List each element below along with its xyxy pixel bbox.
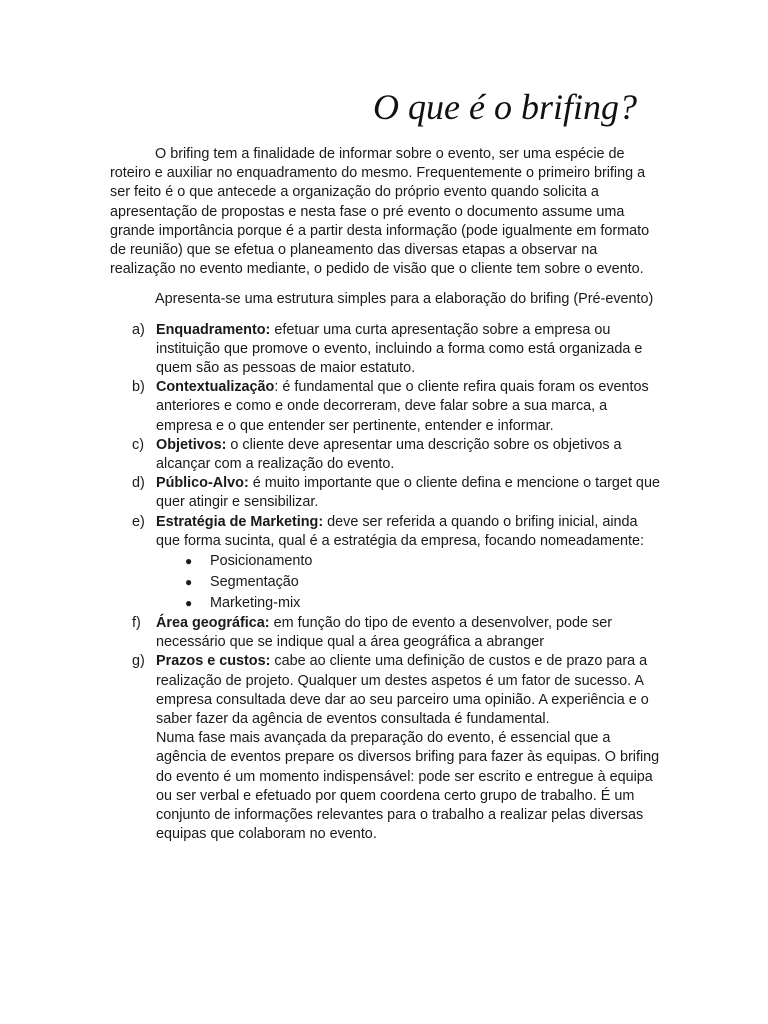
item-text: o cliente deve apresentar uma descrição sobre os objetivos a alcançar com a realização do evento. bbox=[156, 436, 622, 473]
list-item-estrategia-marketing bbox=[110, 513, 660, 614]
list-marker: b) bbox=[132, 379, 145, 396]
bullet-icon: ● bbox=[185, 575, 193, 590]
bullet-item-marketing-mix bbox=[156, 593, 660, 614]
item-term: Objetivos: bbox=[156, 436, 227, 453]
bullet-text: Posicionamento bbox=[210, 553, 313, 570]
bullet-icon: ● bbox=[185, 554, 193, 569]
list-item-enquadramento bbox=[110, 321, 660, 379]
list-marker: a) bbox=[132, 321, 145, 338]
list-marker: d) bbox=[132, 475, 145, 492]
item-text: é muito importante que o cliente defina e mencione o target que quer atingir e sensibilizar. bbox=[156, 475, 660, 511]
list-item-contextualizacao bbox=[110, 378, 660, 436]
item-term: Enquadramento: bbox=[156, 321, 271, 338]
bullet-item-segmentacao bbox=[156, 572, 660, 593]
item-term: Área geográfica: bbox=[156, 615, 270, 632]
list-marker: e) bbox=[132, 513, 145, 530]
list-item-publico-alvo bbox=[110, 474, 660, 512]
item-text: cabe ao cliente uma definição de custos e de prazo para a realização de projeto. Qualquer um destes aspetos é um fator de sucesso. A empresa consultada deve dar ao seu parceiro uma opinião. A experiência e o saber fazer da agência de eventos consultada é fundamental. bbox=[156, 653, 649, 728]
item-term: Contextualização bbox=[156, 379, 275, 396]
list-marker: c) bbox=[132, 436, 144, 453]
item-term: Estratégia de Marketing: bbox=[156, 513, 324, 530]
item-text: deve ser referida a quando o brifing inicial, ainda que forma sucinta, qual é a estratégia da empresa, focando nomeadamente: bbox=[156, 513, 644, 549]
page-title: O que é o brifing? bbox=[373, 87, 637, 127]
item-term: Público-Alvo: bbox=[156, 475, 249, 492]
item-text: : é fundamental que o cliente refira quais foram os eventos anteriores e como e onde decorreram, deve falar sobre a sua marca, a empresa e o que entender ser pertinente, entender e informar. bbox=[156, 379, 649, 434]
list-marker: f) bbox=[132, 615, 141, 632]
item-text: efetuar uma curta apresentação sobre a empresa ou instituição que promove o evento, incluindo a forma como está organizada e quem são as pessoas de maior estatuto. bbox=[156, 321, 643, 377]
list-item-prazos-custos bbox=[110, 652, 660, 844]
list-item-objetivos bbox=[110, 436, 660, 474]
document-body bbox=[110, 145, 660, 845]
briefing-structure-list bbox=[110, 321, 660, 845]
intro-paragraph: O brifing tem a finalidade de informar sobre o evento, ser uma espécie de roteiro e auxiliar no enquadramento do mesmo. Frequentemente o primeiro brifing a ser feito é o que antecede a organização do próprio evento quando solicita a apresentação de propostas e nesta fase o pré evento o documento assume uma grande importância porque é a partir desta informação (pode igualmente em formato de reunião) que se efetua o planeamento das diversas etapas a observar na realização no evento mediante, o pedido de visão que o cliente tem sobre o evento. bbox=[110, 146, 650, 278]
bullet-text: Marketing-mix bbox=[210, 595, 301, 612]
bullet-icon: ● bbox=[185, 596, 193, 611]
list-item-area-geografica bbox=[110, 614, 660, 652]
list-marker: g) bbox=[132, 653, 145, 670]
item-text: em função do tipo de evento a desenvolver, pode ser necessário que se indique qual a área geográfica a abranger bbox=[156, 615, 612, 651]
item-term: Prazos e custos: bbox=[156, 653, 271, 670]
structure-intro-paragraph: Apresenta-se uma estrutura simples para a elaboração do brifing (Pré-evento) bbox=[155, 291, 654, 308]
bullet-text: Segmentação bbox=[210, 574, 299, 591]
item-extra-paragraph: Numa fase mais avançada da preparação do evento, é essencial que a agência de eventos prepare os diversos brifing para fazer às equipas. O brifing do evento é um momento indispensável: pode ser escrito e entregue à equipa ou ser verbal e efetuado por quem coordena certo grupo de trabalho. É um conjunto de informações relevantes para o trabalho a realizar pelas diversas equipas que colaboram no evento. bbox=[156, 730, 660, 843]
marketing-bullet-list bbox=[156, 551, 660, 614]
bullet-item-posicionamento bbox=[156, 551, 660, 572]
